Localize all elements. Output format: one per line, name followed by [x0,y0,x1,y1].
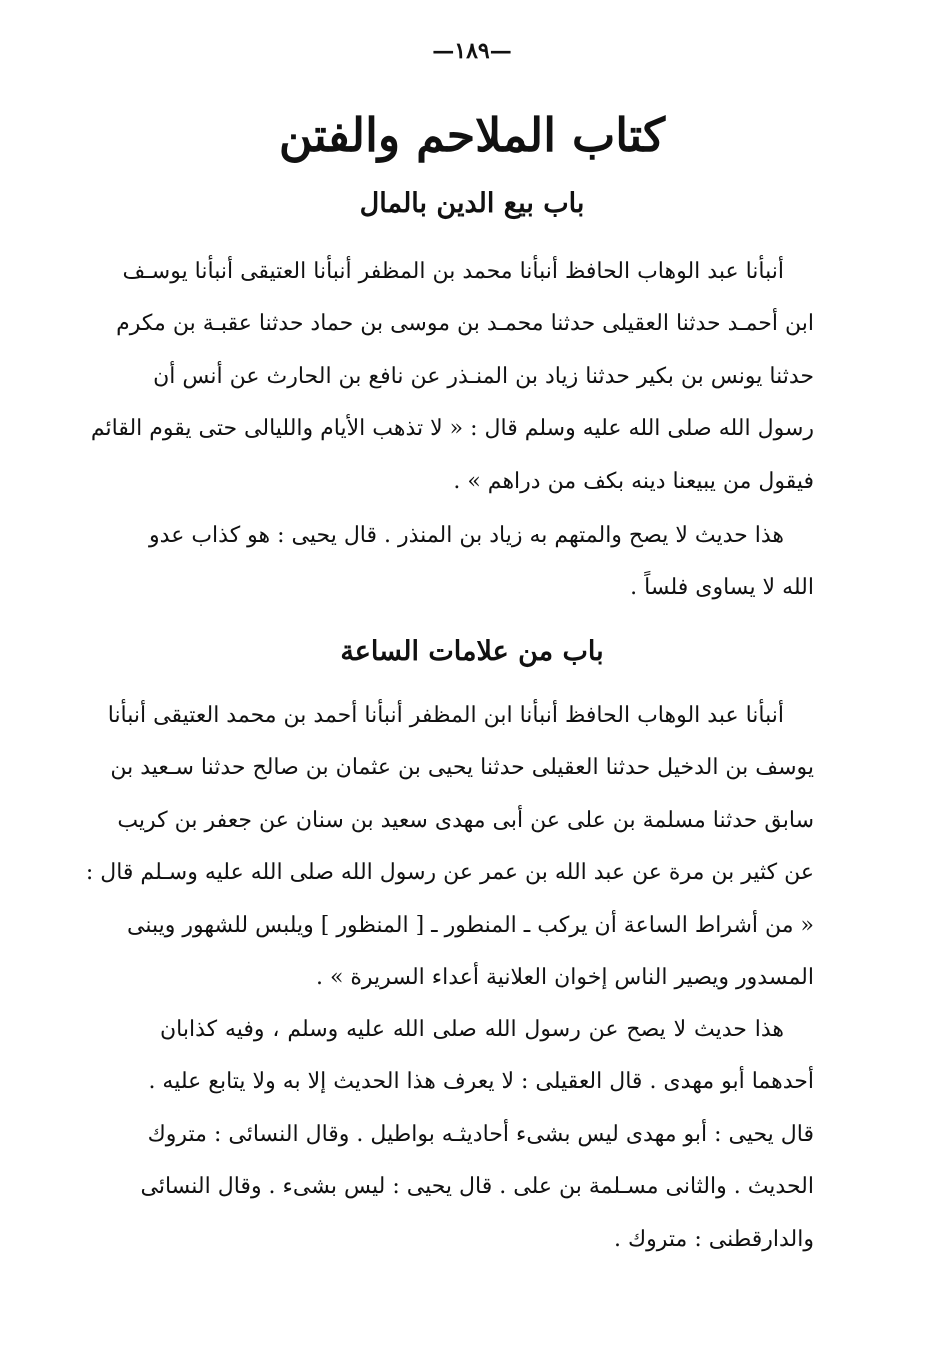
text-line: سابق حدثنا مسلمة بن على عن أبى مهدى سعيد بن سنان عن جعفر بن كريب [117,807,814,833]
chapter-1-paragraph-2 [149,510,814,615]
text-line: ابن أحمـد حدثنا العقيلى حدثنا محمـد بن موسى بن حماد حدثنا عقبـة بن مكرم [116,311,814,337]
page-number: —١٨٩— [432,38,512,64]
text-line: الله لا يساوى فلساً . [630,575,814,601]
text-line: عن كثير بن مرة عن عبد الله بن عمر عن رسول الله صلى الله عليه وسـلم قال : [85,860,814,886]
text-line: المسدور ويصير الناس إخوان العلانية أعداء السريرة » . [315,964,814,990]
chapter-title-signs-of-the-hour: باب من علامات الساعة [340,636,604,667]
text-line: يوسف بن الدخيل حدثنا العقيلى حدثنا يحيى بن عثمان بن صالح حدثنا سـعيد بن [110,755,814,781]
text-line: والدارقطنى : متروك . [614,1226,814,1252]
text-line: أحدهما أبو مهدى . قال العقيلى : لا يعرف هذا الحديث إلا به ولا يتابع عليه . [148,1069,814,1095]
text-line: رسول الله صلى الله عليه وسلم قال : « لا تذهب الأيام والليالى حتى يقوم القائم [90,416,814,442]
text-line: هذا حديث لا يصح عن رسول الله صلى الله عليه وسلم ، وفيه كذابان [160,1017,784,1042]
text-line: أنبأنا عبد الوهاب الحافظ أنبأنا محمد بن المظفر أنبأنا العتيقى أنبأنا يوسـف [122,259,784,284]
text-line: قال يحيى : أبو مهدى ليس بشىء أحاديثـه بواطيل . وقال النسائى : متروك [147,1121,814,1147]
text-line: حدثنا يونس بن بكير حدثنا زياد بن المنـذر عن نافع بن الحارث عن أنس أن [153,363,814,389]
text-line: هذا حديث لا يصح والمتهم به زياد بن المنذر . قال يحيى : هو كذاب عدو [149,523,784,548]
chapter-title-sale-of-religion: باب بيع الدين بالمال [359,188,585,219]
text-line: فيقول من يبيعنا دينه بكف من دراهم » . [453,468,814,494]
text-line: « من أشراط الساعة أن يركب ـ المنطور ـ [ المنظور ] ويلبس للشهور ويبنى [126,912,814,938]
text-line: الحديث . والثانى مسـلمة بن على . قال يحيى : ليس بشىء . وقال النسائى [140,1174,814,1200]
chapter-1-paragraph-1 [90,246,814,508]
text-line: أنبأنا عبد الوهاب الحافظ أنبأنا ابن المظفر أنبأنا أحمد بن محمد العتيقى أنبأنا [107,703,784,728]
book-title: كتاب الملاحم والفتن [278,108,666,162]
chapter-2-paragraph-2 [140,1004,814,1266]
chapter-2-paragraph-1 [85,690,814,1004]
